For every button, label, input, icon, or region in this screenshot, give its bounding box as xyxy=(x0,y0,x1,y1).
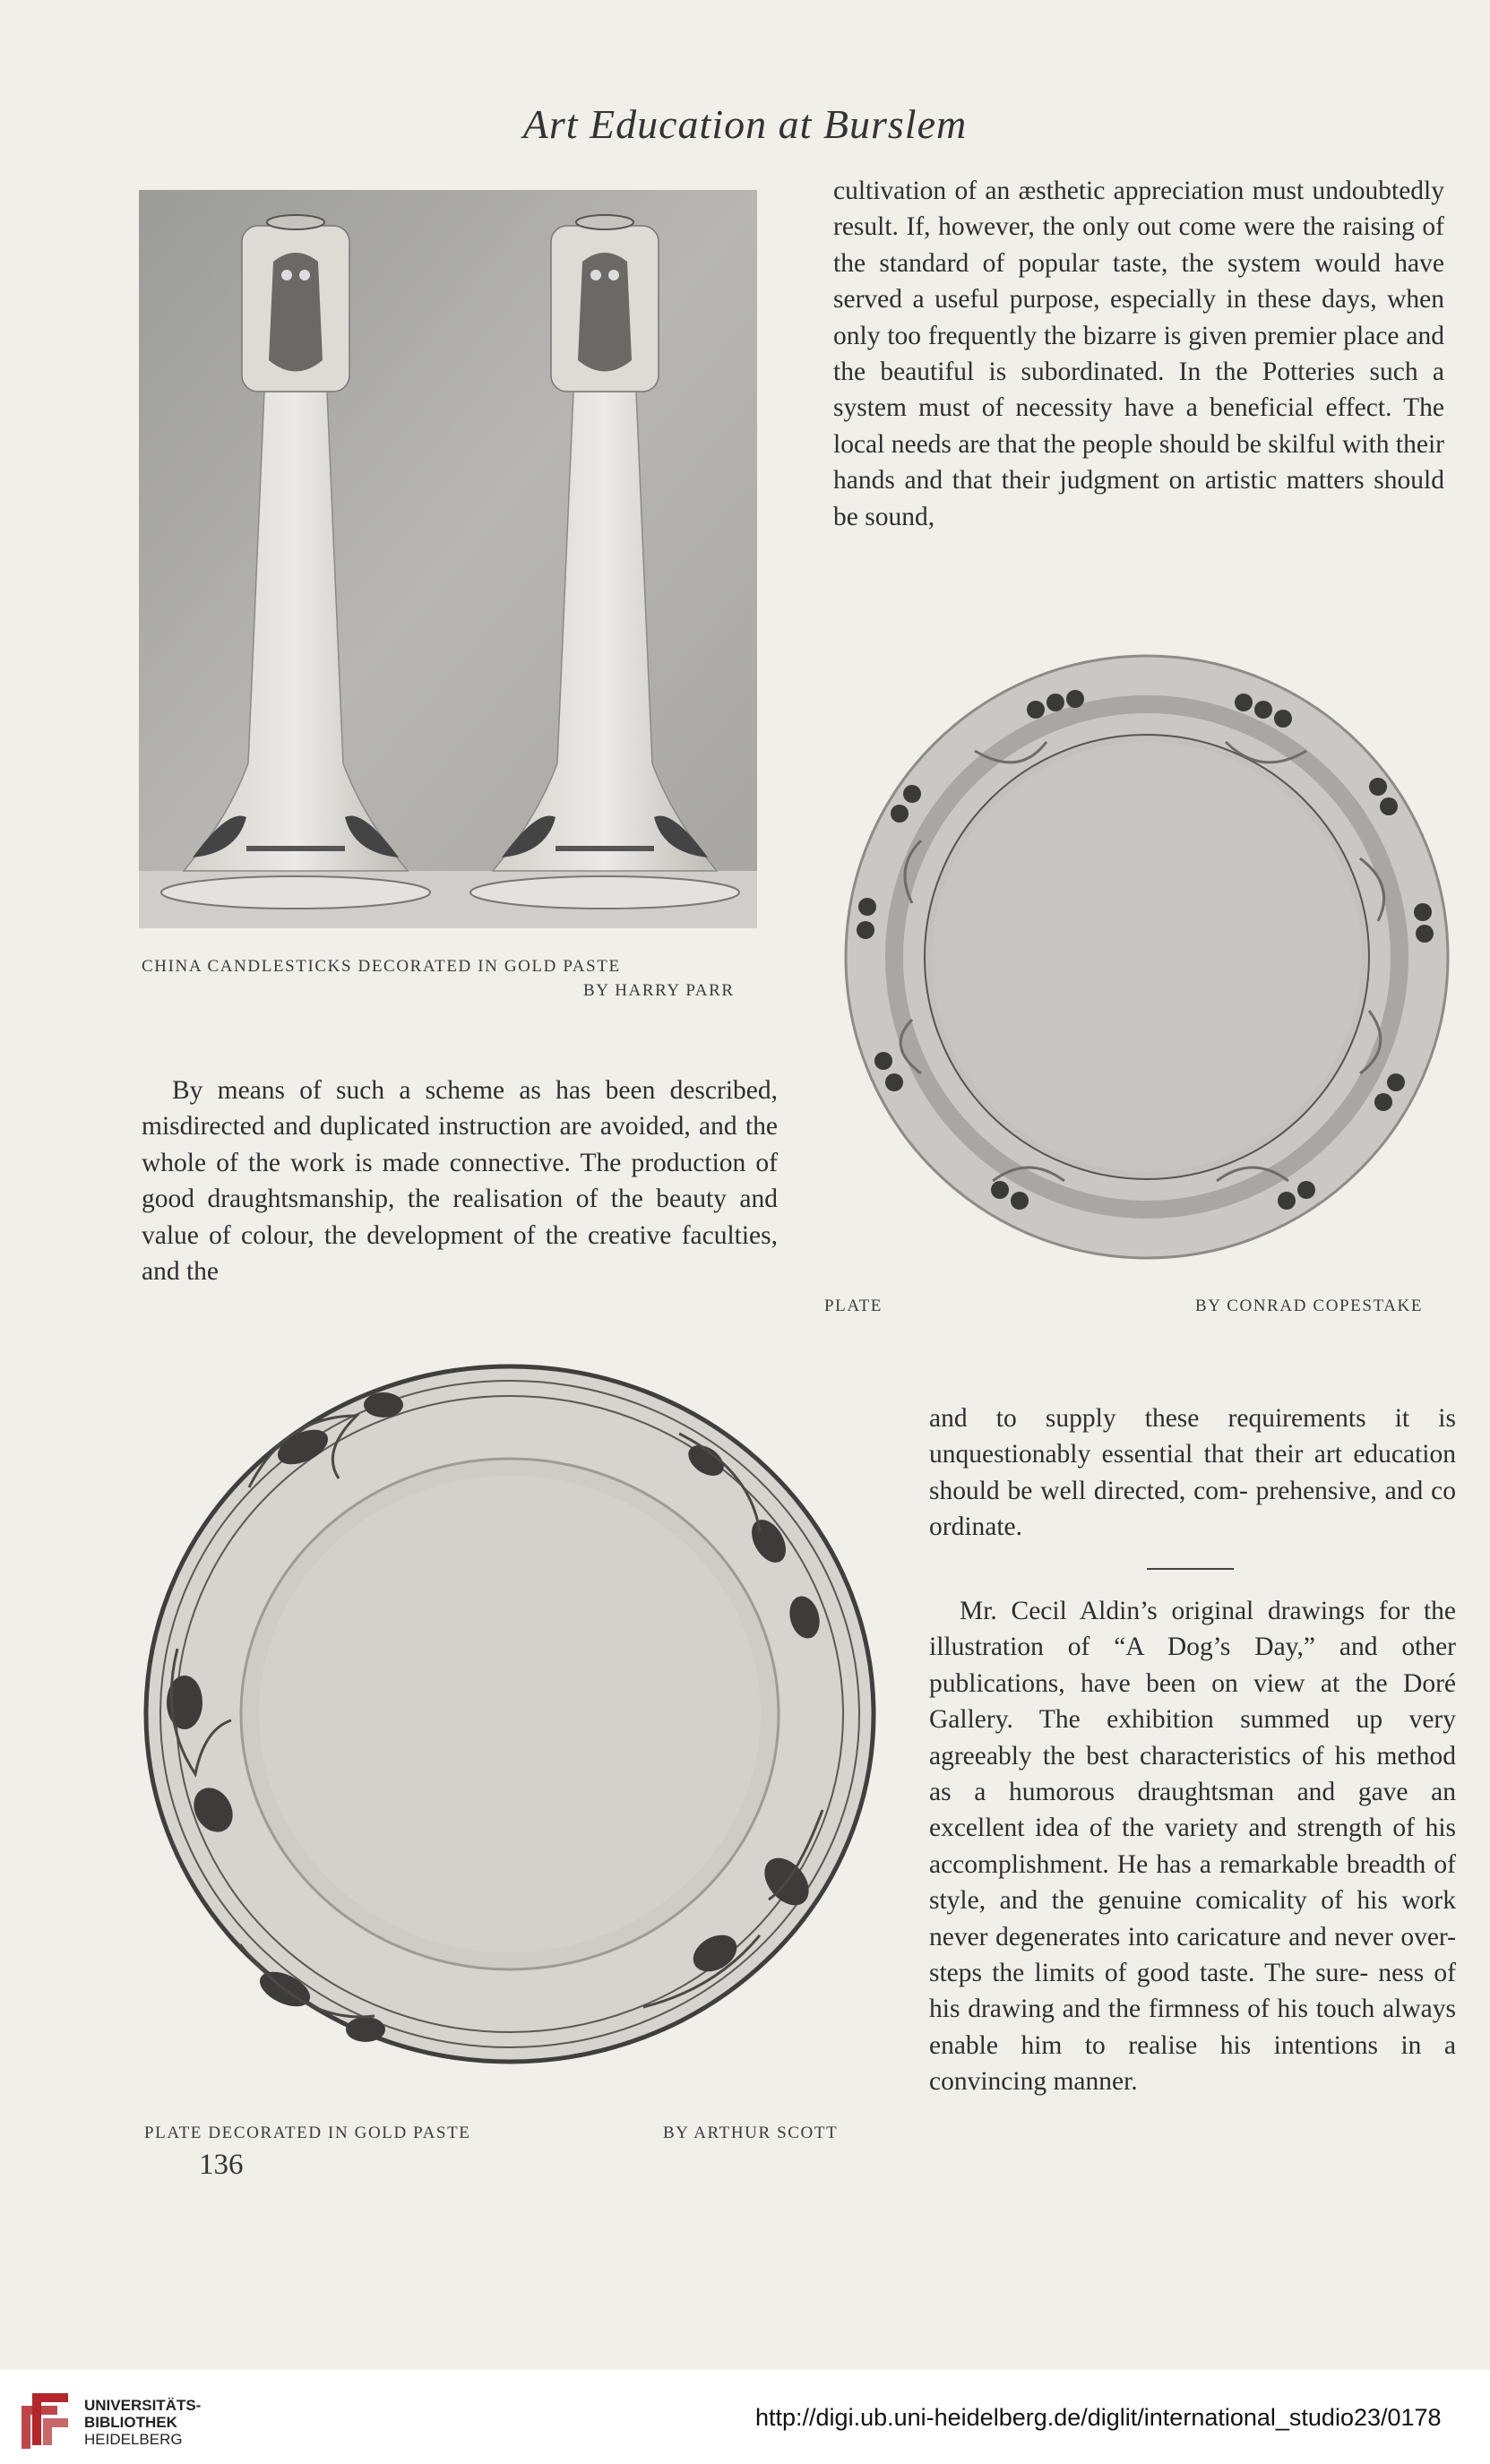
paragraph-middle-left-text: By means of such a scheme as has been described, misdirected and duplicated instruction are avoided, and the whole of the work is made connective. The production of good draughtsmanship, the realisation of the beauty and value of colour, the development of the creative faculties, and the xyxy=(142,1076,778,1287)
plate-scott-caption-right: BY ARTHUR SCOTT xyxy=(663,2124,839,2142)
library-name-line1: UNIVERSITÄTS- xyxy=(84,2397,202,2414)
running-title: Art Education at Burslem xyxy=(522,101,968,147)
paragraph-bottom-right-2-text: Mr. Cecil Aldin’s original drawings for the illustration of “A Dog’s Day,” and other publications, have been on view at the Doré Gallery. The exhibition summed up very agreeably the best characteristics of his method as a humorous draughtsman and gave an excellent idea of the variety and strength of his accomplishment. He has a remarkable breadth of style, and the genuine comicality of his work never degenerates into caricature and never over- steps the limits of good taste. The sure- ness of his drawing and the firmness of his touch always enable him to realise his intentions in a convincing manner. xyxy=(929,1597,1456,2097)
candlesticks-caption-line2: BY HARRY PARR xyxy=(583,981,735,1000)
library-name-line2: BIBLIOTHEK xyxy=(84,2414,177,2431)
paragraph-top-right: cultivation of an æsthetic appreciation must undoubtedly result. If, however, the only out come were the raising of the standard of popular taste, the system would have served a useful purpose, especially in these days, when only too frequently the bizarre is given premier place and the beautiful is subordinated. In the Potteries such a system must of necessity have a beneficial effect. The local needs are that the people should be skilful with their hands and that their judgment on artistic matters should be sound, xyxy=(833,177,1444,531)
page-number: 136 xyxy=(199,2149,244,2181)
plate-scott-photo xyxy=(142,1362,878,2067)
paragraph-middle-left xyxy=(142,1073,778,1292)
footer-bar xyxy=(0,2370,1490,2464)
candlesticks-photo xyxy=(139,190,757,928)
plate-copestake-caption-right: BY CONRAD COPESTAKE xyxy=(1195,1297,1424,1315)
paragraph-bottom-right-2 xyxy=(929,1593,1456,2140)
library-name xyxy=(84,2397,201,2448)
source-url-link[interactable]: http://digi.ub.uni-heidelberg.de/diglit/international_studio23/0178 xyxy=(755,2404,1442,2431)
plate-scott-caption-left: PLATE DECORATED IN GOLD PASTE xyxy=(144,2124,471,2142)
library-logo-icon xyxy=(16,2388,75,2451)
plate-copestake-photo xyxy=(840,652,1454,1262)
library-name-line3: HEIDELBERG xyxy=(84,2431,183,2448)
plate-copestake-caption-left: PLATE xyxy=(824,1297,883,1315)
paragraph-bottom-right-1: and to supply these requirements it is unquestionably essential that their art education should be well directed, com- prehensive, and co ordinate. xyxy=(929,1404,1456,1542)
candlesticks-caption-line1: CHINA CANDLESTICKS DECORATED IN GOLD PASTE xyxy=(142,957,621,976)
section-divider xyxy=(1147,1568,1234,1570)
